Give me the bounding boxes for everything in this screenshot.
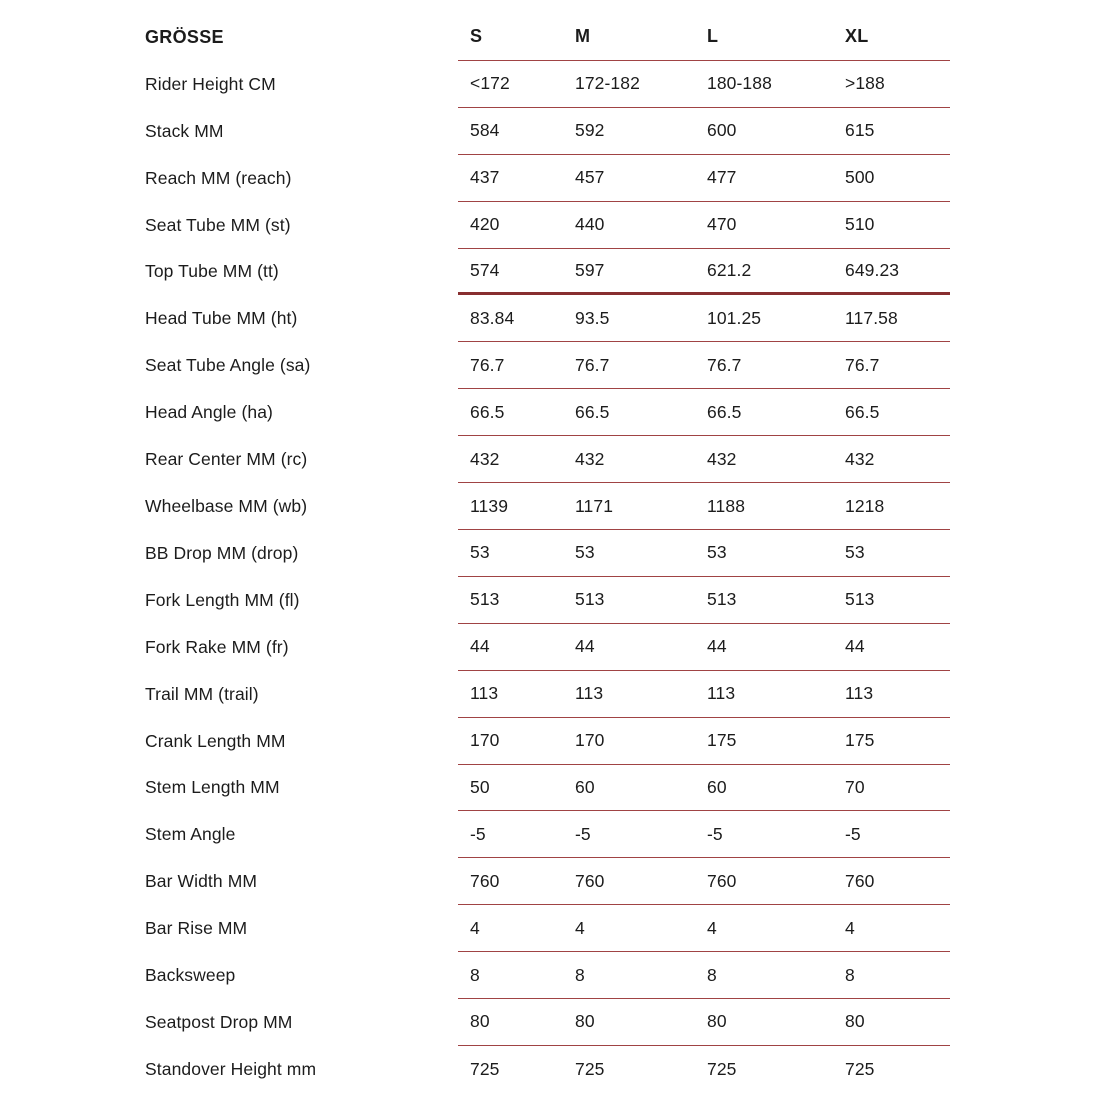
value-cell-xl: 117.58: [845, 307, 898, 328]
value-cell-s: 44: [470, 636, 490, 657]
value-cell-l: 470: [707, 214, 737, 235]
value-cell-xl: 53: [845, 542, 865, 563]
row-values: [458, 61, 950, 108]
table-row: [145, 577, 950, 624]
value-cell-m: 66.5: [575, 401, 610, 422]
value-cell-s: 76.7: [470, 354, 505, 375]
row-label: Stem Length MM: [145, 777, 280, 798]
value-cell-s: 584: [470, 120, 500, 141]
table-row: [145, 671, 950, 718]
row-label: Bar Rise MM: [145, 918, 248, 939]
geometry-table: [145, 0, 950, 1093]
value-cell-s: <172: [470, 73, 510, 94]
value-cell-m: 8: [575, 964, 585, 985]
value-cell-xl: 500: [845, 167, 875, 188]
row-values: [458, 952, 950, 999]
value-cell-xl: 510: [845, 214, 875, 235]
table-row: [145, 765, 950, 812]
row-values: [458, 999, 950, 1046]
table-row: [145, 295, 950, 342]
value-cell-xl: 432: [845, 448, 875, 469]
row-label: BB Drop MM (drop): [145, 542, 299, 563]
table-row: [145, 202, 950, 249]
row-label: Wheelbase MM (wb): [145, 496, 308, 517]
row-values: [458, 765, 950, 812]
column-header-s: S: [470, 26, 483, 47]
value-cell-m: 592: [575, 120, 605, 141]
value-cell-m: -5: [575, 823, 591, 844]
table-row: [145, 999, 950, 1046]
value-cell-xl: 615: [845, 120, 875, 141]
value-cell-l: 760: [707, 870, 737, 891]
row-label: Head Tube MM (ht): [145, 308, 298, 329]
value-cell-xl: 1218: [845, 495, 885, 516]
row-label: Bar Width MM: [145, 871, 258, 892]
value-cell-m: 1171: [575, 495, 614, 516]
value-cell-xl: 66.5: [845, 401, 880, 422]
row-label: Stack MM: [145, 120, 224, 141]
row-label: Head Angle (ha): [145, 402, 273, 423]
value-cell-xl: -5: [845, 823, 861, 844]
column-header-l: L: [707, 26, 719, 47]
row-label: Stem Angle: [145, 824, 236, 845]
row-values: [458, 249, 950, 296]
row-values: [458, 671, 950, 718]
row-label: Fork Length MM (fl): [145, 589, 300, 610]
row-label: Top Tube MM (tt): [145, 261, 279, 282]
table-row: [145, 811, 950, 858]
row-values: [458, 436, 950, 483]
value-cell-m: 60: [575, 776, 595, 797]
row-values: [458, 858, 950, 905]
table-row: [145, 155, 950, 202]
row-values: [458, 1046, 950, 1093]
table-row: [145, 389, 950, 436]
row-values: [458, 811, 950, 858]
value-cell-l: 1188: [707, 495, 746, 516]
row-values: [458, 905, 950, 952]
value-cell-l: 4: [707, 917, 717, 938]
value-cell-s: 420: [470, 214, 500, 235]
value-cell-l: 44: [707, 636, 727, 657]
value-cell-xl: 4: [845, 917, 855, 938]
value-cell-l: 66.5: [707, 401, 742, 422]
value-cell-m: 725: [575, 1058, 605, 1079]
table-body: [145, 61, 950, 1093]
value-cell-s: 760: [470, 870, 500, 891]
row-values: [458, 202, 950, 249]
value-cell-xl: 76.7: [845, 354, 880, 375]
value-cell-s: 53: [470, 542, 490, 563]
table-header-row: [145, 14, 950, 61]
value-cell-l: 8: [707, 964, 717, 985]
value-cell-m: 432: [575, 448, 605, 469]
table-row: [145, 952, 950, 999]
row-values: [458, 155, 950, 202]
value-cell-l: 76.7: [707, 354, 742, 375]
row-values: [458, 718, 950, 765]
value-cell-l: 101.25: [707, 307, 762, 328]
row-values: [458, 108, 950, 155]
value-cell-xl: 725: [845, 1058, 875, 1079]
table-row: [145, 530, 950, 577]
value-cell-xl: 8: [845, 964, 855, 985]
value-cell-s: 8: [470, 964, 480, 985]
value-cell-xl: 649.23: [845, 259, 900, 280]
value-cell-l: 53: [707, 542, 727, 563]
value-cell-xl: 80: [845, 1011, 865, 1032]
value-cell-l: -5: [707, 823, 723, 844]
column-header-m: M: [575, 26, 591, 47]
value-cell-l: 621.2: [707, 259, 752, 280]
value-cell-m: 44: [575, 636, 595, 657]
value-cell-s: 170: [470, 730, 500, 751]
value-cell-l: 477: [707, 167, 737, 188]
value-cell-m: 80: [575, 1011, 595, 1032]
value-cell-s: 574: [470, 259, 500, 280]
table-row: [145, 1046, 950, 1093]
value-cell-l: 180-188: [707, 73, 772, 94]
table-row: [145, 436, 950, 483]
value-cell-m: 457: [575, 167, 605, 188]
value-cell-s: 513: [470, 589, 500, 610]
value-cell-m: 4: [575, 917, 585, 938]
row-values: [458, 483, 950, 530]
value-cell-xl: >188: [845, 73, 885, 94]
row-label: Fork Rake MM (fr): [145, 636, 289, 657]
value-cell-s: -5: [470, 823, 486, 844]
value-cell-m: 513: [575, 589, 605, 610]
value-cell-m: 440: [575, 214, 605, 235]
value-cell-m: 93.5: [575, 307, 610, 328]
column-header-xl: XL: [845, 26, 869, 47]
table-row: [145, 905, 950, 952]
row-label: Crank Length MM: [145, 730, 286, 751]
value-cell-s: 4: [470, 917, 480, 938]
value-cell-s: 83.84: [470, 307, 515, 328]
value-cell-m: 597: [575, 259, 605, 280]
value-cell-s: 725: [470, 1058, 500, 1079]
value-cell-m: 172-182: [575, 73, 640, 94]
value-cell-l: 513: [707, 589, 737, 610]
row-values: [458, 624, 950, 671]
row-label: Seat Tube Angle (sa): [145, 355, 311, 376]
row-label: Rear Center MM (rc): [145, 449, 308, 470]
value-cell-xl: 113: [845, 683, 874, 704]
value-cell-m: 53: [575, 542, 595, 563]
value-cell-s: 437: [470, 167, 500, 188]
value-cell-s: 1139: [470, 495, 509, 516]
value-cell-l: 60: [707, 776, 727, 797]
value-cell-m: 760: [575, 870, 605, 891]
table-row: [145, 858, 950, 905]
row-label: Seat Tube MM (st): [145, 214, 291, 235]
value-cell-m: 113: [575, 683, 604, 704]
value-cell-s: 432: [470, 448, 500, 469]
value-cell-l: 725: [707, 1058, 737, 1079]
table-row: [145, 483, 950, 530]
value-cell-l: 600: [707, 120, 737, 141]
table-row: [145, 61, 950, 108]
value-cell-l: 80: [707, 1011, 727, 1032]
table-row: [145, 249, 950, 296]
value-cell-xl: 70: [845, 776, 865, 797]
value-cell-l: 175: [707, 730, 737, 751]
row-values: [458, 577, 950, 624]
table-row: [145, 718, 950, 765]
row-label: Trail MM (trail): [145, 683, 259, 704]
value-cell-xl: 760: [845, 870, 875, 891]
value-cell-m: 170: [575, 730, 605, 751]
row-label: Standover Height mm: [145, 1058, 317, 1079]
table-row: [145, 108, 950, 155]
value-cell-l: 432: [707, 448, 737, 469]
value-cell-xl: 175: [845, 730, 875, 751]
table-row: [145, 342, 950, 389]
row-values: [458, 342, 950, 389]
row-label: Reach MM (reach): [145, 167, 292, 188]
value-cell-xl: 513: [845, 589, 875, 610]
row-label: Rider Height CM: [145, 73, 276, 94]
row-values: [458, 530, 950, 577]
row-values: [458, 295, 950, 342]
row-label: Seatpost Drop MM: [145, 1011, 293, 1032]
value-cell-s: 50: [470, 776, 490, 797]
table-row: [145, 624, 950, 671]
column-header-size: GRÖSSE: [145, 26, 224, 47]
row-values: [458, 389, 950, 436]
value-cell-s: 80: [470, 1011, 490, 1032]
value-cell-s: 66.5: [470, 401, 505, 422]
value-cell-l: 113: [707, 683, 736, 704]
value-cell-m: 76.7: [575, 354, 610, 375]
header-values: [458, 14, 950, 61]
value-cell-xl: 44: [845, 636, 865, 657]
value-cell-s: 113: [470, 683, 499, 704]
row-label: Backsweep: [145, 965, 236, 986]
